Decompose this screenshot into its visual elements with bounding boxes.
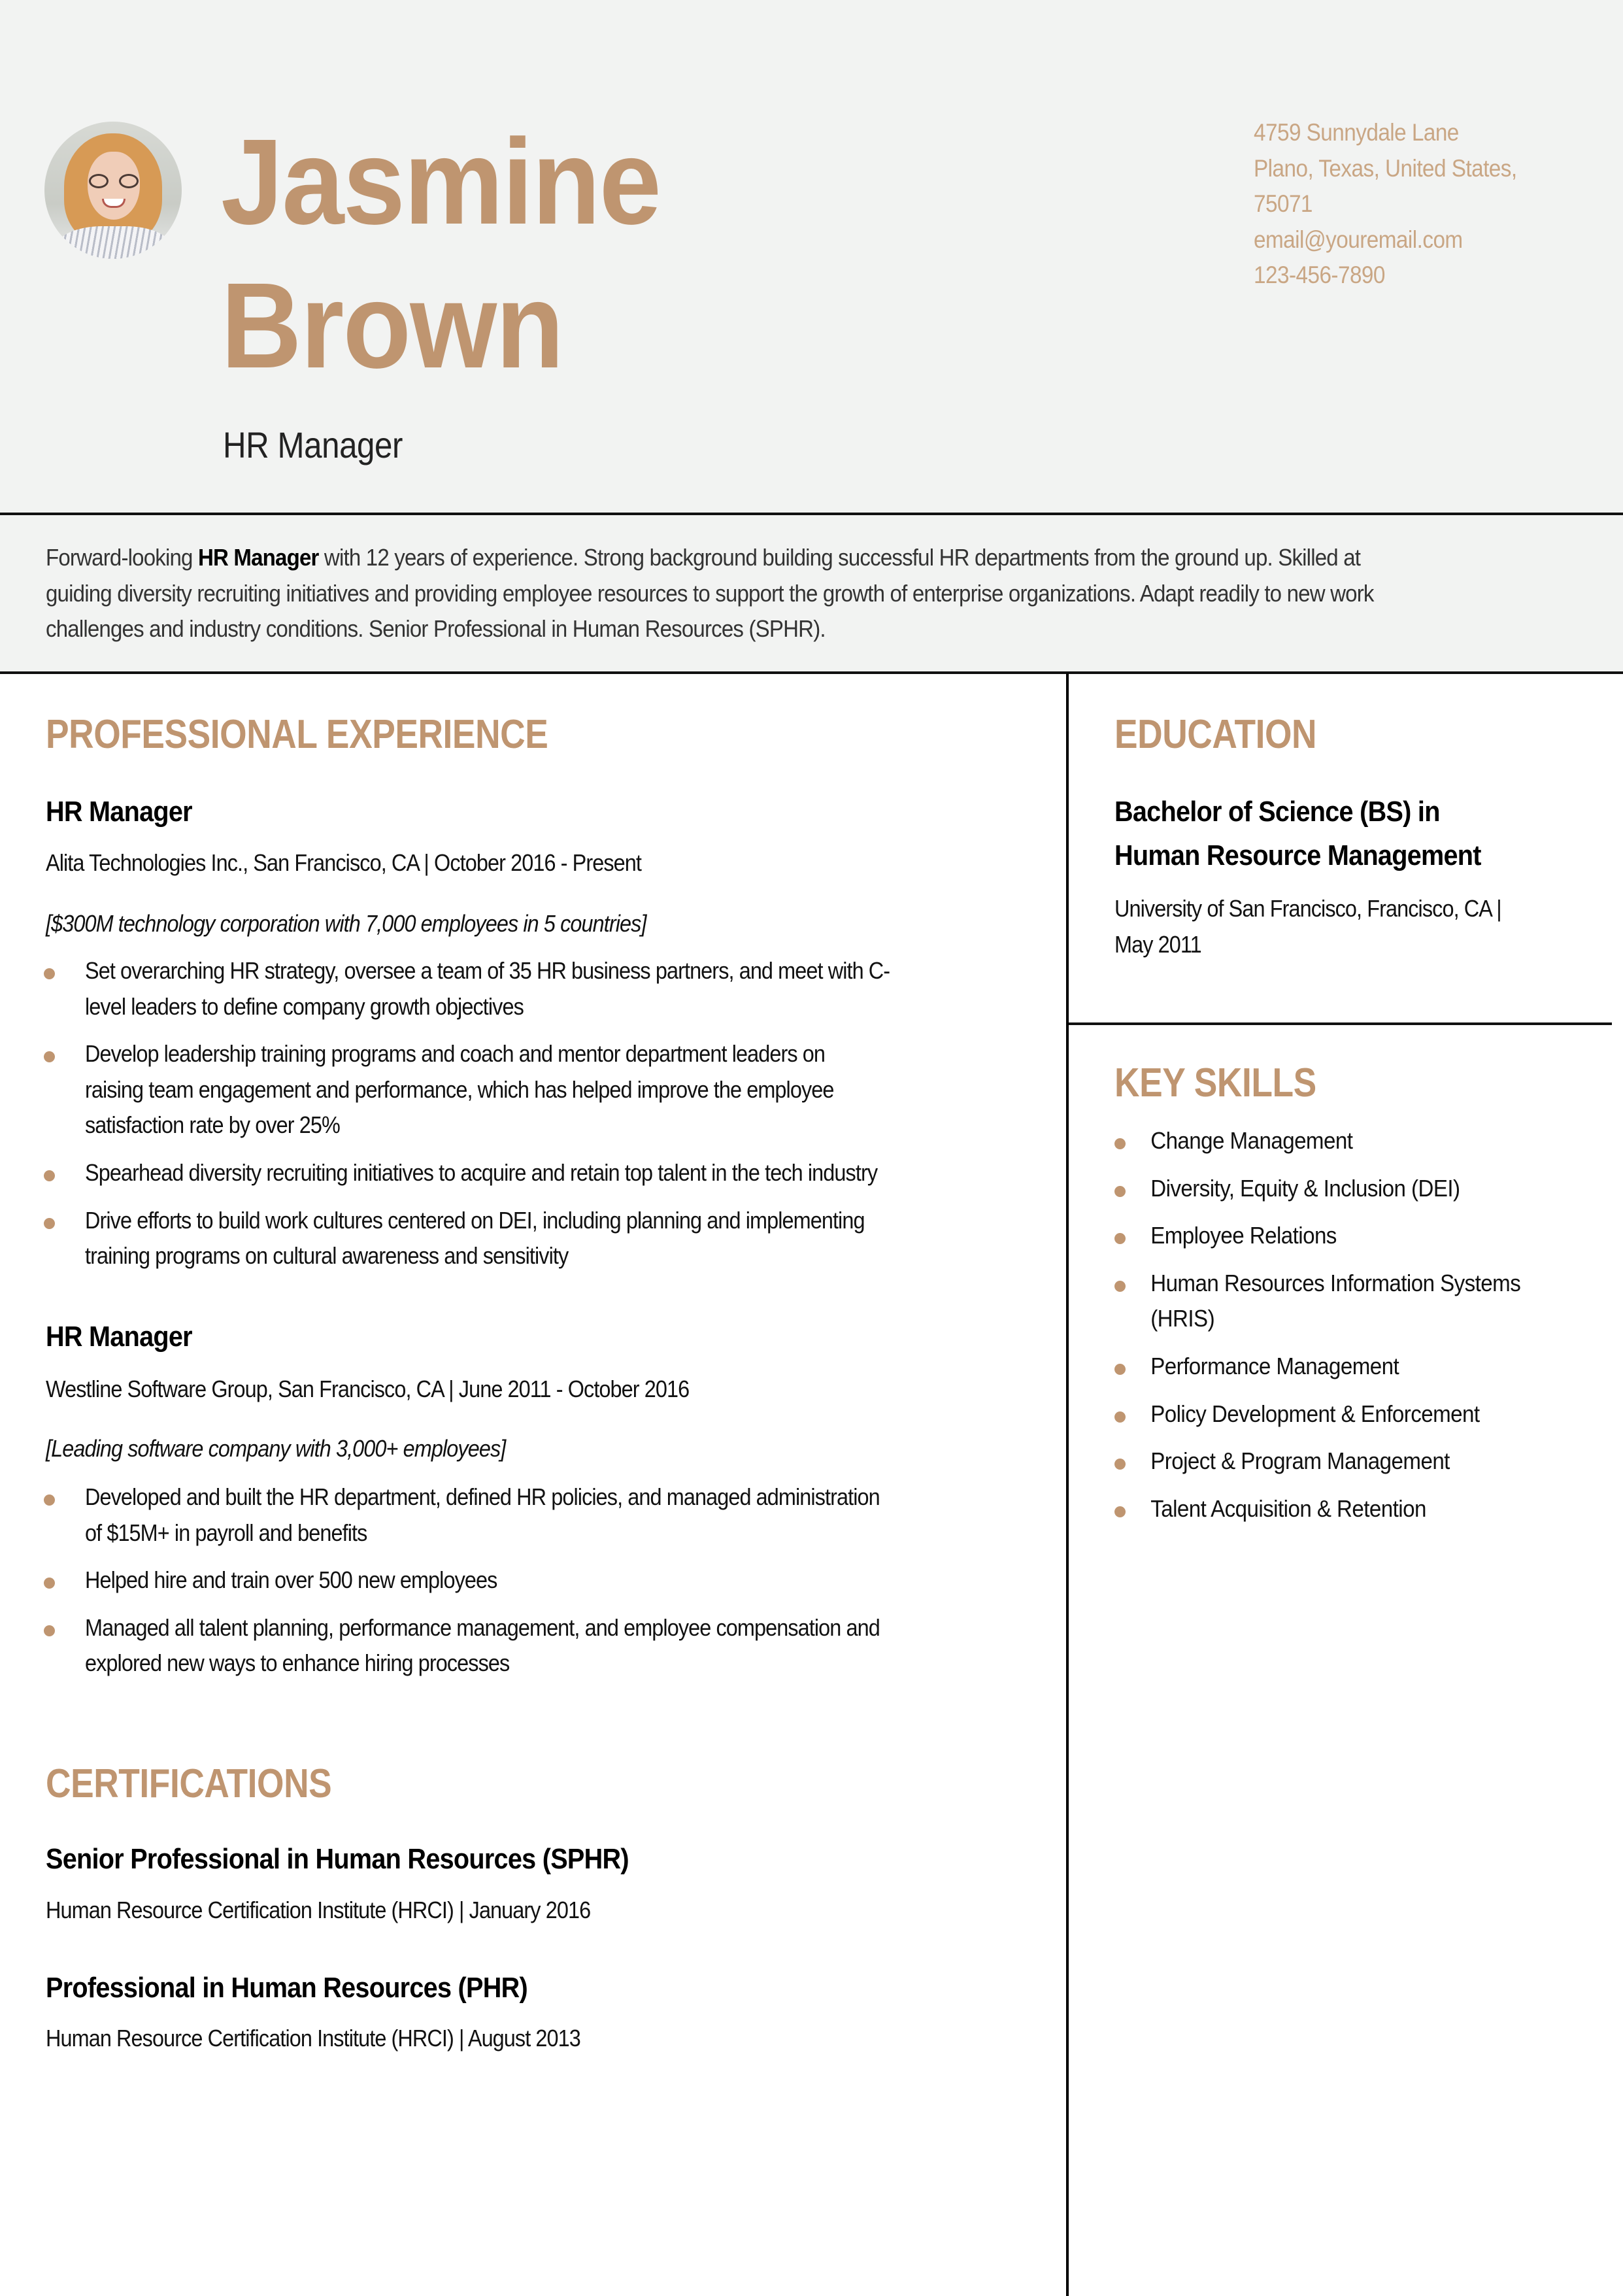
job-title: HR Manager bbox=[223, 424, 403, 465]
bullet-item: Managed all talent planning, performance management, and employee compensation and explored new ways to enhance hiring processes bbox=[85, 1610, 968, 1681]
job-2-role: HR Manager bbox=[46, 1321, 192, 1353]
summary-divider bbox=[0, 671, 1623, 674]
job-1-bullets bbox=[85, 953, 979, 1274]
bullet-item: Spearhead diversity recruiting initiatives to acquire and retain top talent in the tech industry bbox=[85, 1155, 979, 1191]
skill-item: Diversity, Equity & Inclusion (DEI) bbox=[1114, 1171, 1556, 1207]
job-1-company: Alita Technologies Inc., San Francisco, CA | October 2016 - Present bbox=[46, 849, 642, 876]
bullet-item: Developed and built the HR department, defined HR policies, and managed administration of $15M+ in payroll and benefits bbox=[85, 1479, 968, 1551]
job-2-bullets bbox=[85, 1479, 968, 1681]
summary-text-start: Forward-looking bbox=[46, 544, 198, 571]
education-heading: EDUCATION bbox=[1114, 712, 1317, 757]
bullet-dot-icon bbox=[44, 1578, 55, 1589]
bullet-dot-icon bbox=[44, 1218, 55, 1229]
skill-item: Talent Acquisition & Retention bbox=[1114, 1491, 1556, 1527]
photo-shirt bbox=[56, 226, 171, 259]
skills-list bbox=[1114, 1123, 1556, 1527]
experience-heading: PROFESSIONAL EXPERIENCE bbox=[46, 712, 548, 757]
summary-text bbox=[46, 540, 1465, 647]
last-name: Brown bbox=[221, 258, 563, 394]
email-link[interactable]: email@youremail.com bbox=[1254, 226, 1463, 253]
degree-line-1: Bachelor of Science (BS) in bbox=[1114, 796, 1440, 828]
skill-item: Change Management bbox=[1114, 1123, 1556, 1159]
photo-glasses bbox=[89, 174, 139, 188]
job-1-role: HR Manager bbox=[46, 796, 192, 828]
bullet-dot-icon bbox=[44, 1051, 55, 1062]
job-1-descriptor: [$300M technology corporation with 7,000 employees in 5 countries] bbox=[46, 910, 646, 937]
address-line-1: 4759 Sunnydale Lane bbox=[1254, 119, 1459, 146]
profile-photo bbox=[44, 122, 182, 259]
cert-2-detail: Human Resource Certification Institute (HRCI) | August 2013 bbox=[46, 2025, 580, 2051]
cert-1-name: Senior Professional in Human Resources (SPHR) bbox=[46, 1843, 629, 1875]
education-divider bbox=[1069, 1022, 1612, 1025]
summary-highlight: HR Manager bbox=[197, 544, 319, 571]
certifications-heading: CERTIFICATIONS bbox=[46, 1761, 332, 1806]
degree-line-2: Human Resource Management bbox=[1114, 839, 1481, 871]
school-line-2: May 2011 bbox=[1114, 931, 1201, 958]
bullet-item: Set overarching HR strategy, oversee a team of 35 HR business partners, and meet with C- level leaders to define company growth objectives bbox=[85, 953, 979, 1024]
skills-heading: KEY SKILLS bbox=[1114, 1060, 1316, 1106]
bullet-item: Drive efforts to build work cultures centered on DEI, including planning and implementing training programs on cultural awareness and sensitivity bbox=[85, 1203, 979, 1274]
skill-item: Employee Relations bbox=[1114, 1218, 1556, 1254]
bullet-item: Helped hire and train over 500 new employees bbox=[85, 1562, 968, 1598]
job-2-company: Westline Software Group, San Francisco, CA | June 2011 - October 2016 bbox=[46, 1376, 690, 1402]
bullet-dot-icon bbox=[44, 1494, 55, 1506]
address-line-3: 75071 bbox=[1254, 190, 1313, 217]
summary-text-end: with 12 years of experience. Strong background building successful HR departments from the ground up. Skilled at bbox=[318, 544, 1361, 571]
skill-item: Human Resources Information Systems (HRIS) bbox=[1114, 1266, 1556, 1337]
job-2-descriptor: [Leading software company with 3,000+ employees] bbox=[46, 1435, 506, 1462]
bullet-item: Develop leadership training programs and coach and mentor department leaders on raising team engagement and performance, which has helped improve the employee satisfaction rate by over 25% bbox=[85, 1036, 979, 1143]
column-divider bbox=[1066, 673, 1069, 2296]
school-line-1: University of San Francisco, Francisco, CA | bbox=[1114, 895, 1501, 922]
first-name: Jasmine bbox=[221, 114, 661, 250]
bullet-dot-icon bbox=[44, 1625, 55, 1636]
address-line-2: Plano, Texas, United States, bbox=[1254, 154, 1517, 182]
summary-line-3: challenges and industry conditions. Senior Professional in Human Resources (SPHR). bbox=[46, 615, 826, 643]
bullet-dot-icon bbox=[44, 1170, 55, 1181]
skill-item: Policy Development & Enforcement bbox=[1114, 1396, 1556, 1432]
summary-line-2: guiding diversity recruiting initiatives and providing employee resources to support the growth of enterprise organizations. Adapt readily to new work bbox=[46, 579, 1374, 607]
contact-block bbox=[1254, 115, 1517, 294]
phone-number: 123-456-7890 bbox=[1254, 262, 1385, 288]
cert-2-name: Professional in Human Resources (PHR) bbox=[46, 1972, 527, 2004]
skill-item: Performance Management bbox=[1114, 1349, 1556, 1385]
cert-1-detail: Human Resource Certification Institute (HRCI) | January 2016 bbox=[46, 1897, 591, 1923]
skill-item: Project & Program Management bbox=[1114, 1443, 1556, 1479]
bullet-dot-icon bbox=[44, 968, 55, 979]
